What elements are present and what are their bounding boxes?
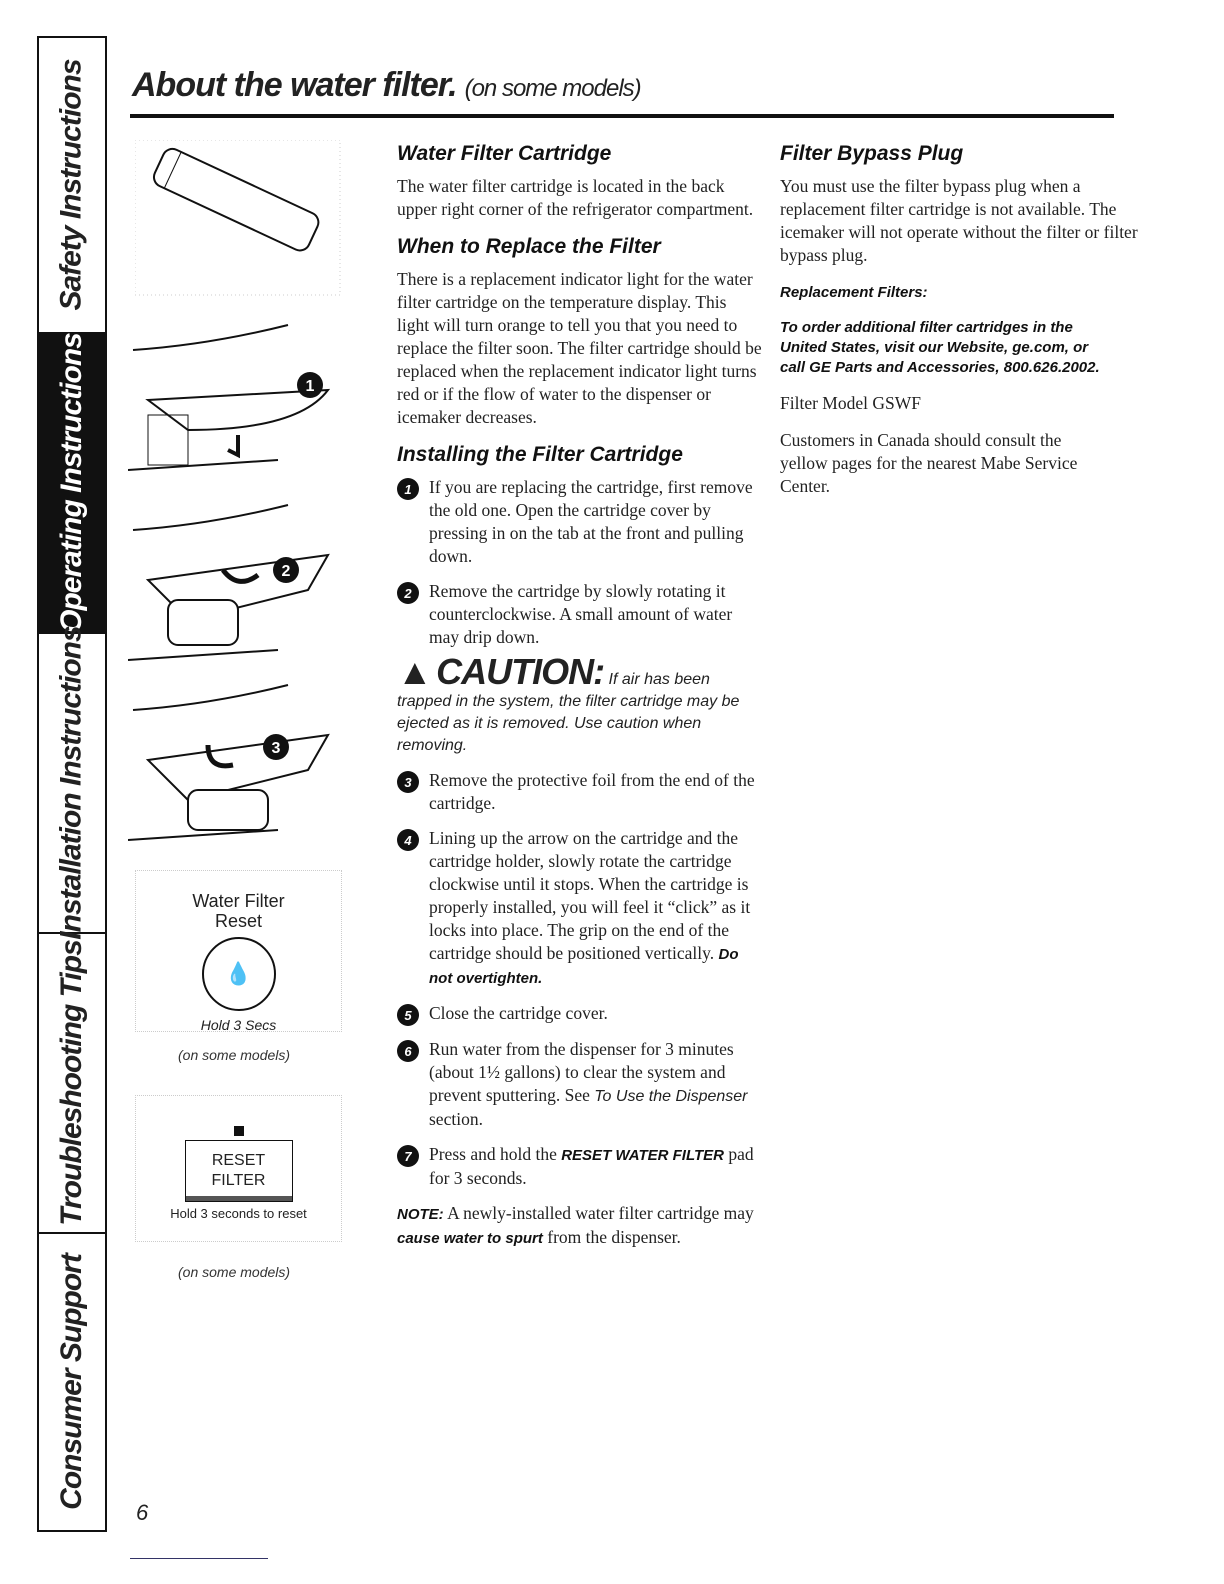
step-1: 1 If you are replacing the cartridge, first remove the old one. Open the cartridge cover by pressing in on the tab at the front and pulling down. (397, 476, 762, 568)
warning-icon: ▲ (397, 651, 432, 692)
step-7: 7 Press and hold the RESET WATER FILTER pad for 3 seconds. (397, 1143, 762, 1190)
marker-3: 3 (271, 740, 281, 757)
step-5: 5 Close the cartridge cover. (397, 1002, 762, 1026)
footer-line (130, 1558, 268, 1559)
tab-troubleshooting-tips[interactable]: Troubleshooting Tips (39, 934, 105, 1234)
marker-1: 1 (305, 378, 315, 395)
step-4: 4 Lining up the arrow on the cartridge and the cartridge holder, slowly rotate the cartridge clockwise until it stops. When the cartridge is properly installed, you will feel it “click” as it locks into place. The grip on the end of the cartridge should be positioned vertically. Do not overtighten. (397, 827, 762, 990)
page-number: 6 (136, 1500, 149, 1525)
bypass-column: Filter Bypass Plug You must use the filter bypass plug when a replacement filter cartridge is not available. The icemaker will not operate without the filter or filter bypass plug. Replacement Filters: To order additional filter cartridges in the United States, visit our Website, ge.com, or call GE Parts and Accessories, 800.626.2002. Filter Model GSWF Customers in Canada should consult the yellow pages for the nearest Mabe Service Center. (780, 142, 1138, 496)
tab-safety-instructions[interactable]: Safety Instructions (39, 38, 105, 334)
step3-illustration (128, 680, 343, 860)
step1-illustration (128, 320, 343, 490)
tab-operating-instructions[interactable]: Operating Instructions (39, 334, 105, 634)
tab-consumer-support[interactable]: Consumer Support (55, 1254, 89, 1510)
note: NOTE: A newly-installed water filter cartridge may cause water to spurt from the dispenser. (397, 1203, 754, 1247)
manual-page: Safety Instructions Operating Instructions Installation Instructions Troubleshooting Tips Consumer Support About the water filter. (on some models) 1 2 3 Water Filter Reset 💧 Hold 3 Secs (on some models) RESET FILTER Hold 3 seconds to reset (on some models) Water Filter Cartridge The water filter cartridge is located in the back upper right corner of the refrigerator compartment. When to Replace the Filter There is a replacement indicator light for the water filter cartridge on the temperature display. This light will turn orange to tell you that you need to replace the filter soon. The filter cartridge should be replaced when the replacement indicator light turns red or if the flow of water to the dispenser or icemaker decreases. Installing the Filter Cartridge 1 If you are replacing the cartridge, first remove the old one. Open the cartridge cover by pressing in on the tab at the front and pulling down. 2 Remove the cartridge by slowly rotating it counterclockwise. A small amount of water may drip down. ▲ CAUTION: If air has been trapped in the system, the filter cartridge may be ejected as it is removed. Use caution when removing. 3 Remove the protective foil from the end of the cartridge. 4 Lining up the arrow on the cartridge and the cartridge holder, slowly rotate the cartridge clockwise until it stops. When the cartridge is properly installed, you will feel it “click” as it locks into place. The grip on the end of the cartridge should be positioned vertically. Do not overtighten. 5 Close the cartridge cover. 6 Run water from the dispenser for 3 minutes (about 1½ gallons) to clear the system and prevent sputtering. See To Use the Dispenser section. 7 Press and hold the RESET WATER FILTER pad for 3 seconds. NOTE: A newly-installed water filter cartridge may cause water to spurt from the dispenser. Filter Bypass Plug You must use the filter bypass plug when a replacement filter cartridge is not available. The icemaker will not operate without the filter or filter bypass plug. Replacement Filters: To order additional filter cartridges in the United States, visit our Website, ge.com, or call GE Parts and Accessories, 800.626.2002. Filter Model GSWF Customers in Canada should consult the yellow pages for the nearest Mabe Service Center. 6 (0, 0, 1224, 1584)
water-drops-icon: 💧 (202, 937, 276, 1011)
reset-button-illustration: Water Filter Reset 💧 Hold 3 Secs (135, 870, 342, 1032)
tab-installation-instructions[interactable]: Installation Instructions (39, 634, 105, 934)
installation-column: Water Filter Cartridge The water filter cartridge is located in the back upper right corner of the refrigerator compartment. When to Replace the Filter There is a replacement indicator light for the water filter cartridge on the temperature display. This light will turn orange to tell you that you need to replace the filter soon. The filter cartridge should be replaced when the replacement indicator light turns red or if the flow of water to the dispenser or icemaker decreases. Installing the Filter Cartridge 1 If you are replacing the cartridge, first remove the old one. Open the cartridge cover by pressing in on the tab at the front and pulling down. 2 Remove the cartridge by slowly rotating it counterclockwise. A small amount of water may drip down. ▲ CAUTION: If air has been trapped in the system, the filter cartridge may be ejected as it is removed. Use caution when removing. 3 Remove the protective foil from the end of the cartridge. 4 Lining up the arrow on the cartridge and the cartridge holder, slowly rotate the cartridge clockwise until it stops. When the cartridge is properly installed, you will feel it “click” as it locks into place. The grip on the end of the cartridge should be positioned vertically. Do not overtighten. 5 Close the cartridge cover. 6 Run water from the dispenser for 3 minutes (about 1½ gallons) to clear the system and prevent sputtering. See To Use the Dispenser section. 7 Press and hold the RESET WATER FILTER pad for 3 seconds. NOTE: A newly-installed water filter cartridge may cause water to spurt from the dispenser. (397, 142, 762, 1264)
step-3: 3 Remove the protective foil from the end of the cartridge. (397, 769, 762, 815)
title-rule (130, 114, 1114, 118)
caution-notice: ▲ CAUTION: If air has been trapped in the system, the filter cartridge may be ejected as it is removed. Use caution when removing. (397, 651, 740, 754)
page-title: About the water filter. (on some models) (132, 66, 641, 104)
step2-illustration (128, 500, 343, 675)
reset-filter-pad-illustration: RESET FILTER Hold 3 seconds to reset (135, 1095, 342, 1242)
step-2: 2 Remove the cartridge by slowly rotating it counterclockwise. A small amount of water may drip down. (397, 580, 762, 649)
step-6: 6 Run water from the dispenser for 3 minutes (about 1½ gallons) to clear the system and prevent sputtering. See To Use the Dispenser section. (397, 1038, 762, 1131)
filter-cartridge-illustration (135, 140, 345, 300)
section-tabs (37, 36, 107, 1532)
marker-2: 2 (281, 563, 291, 580)
